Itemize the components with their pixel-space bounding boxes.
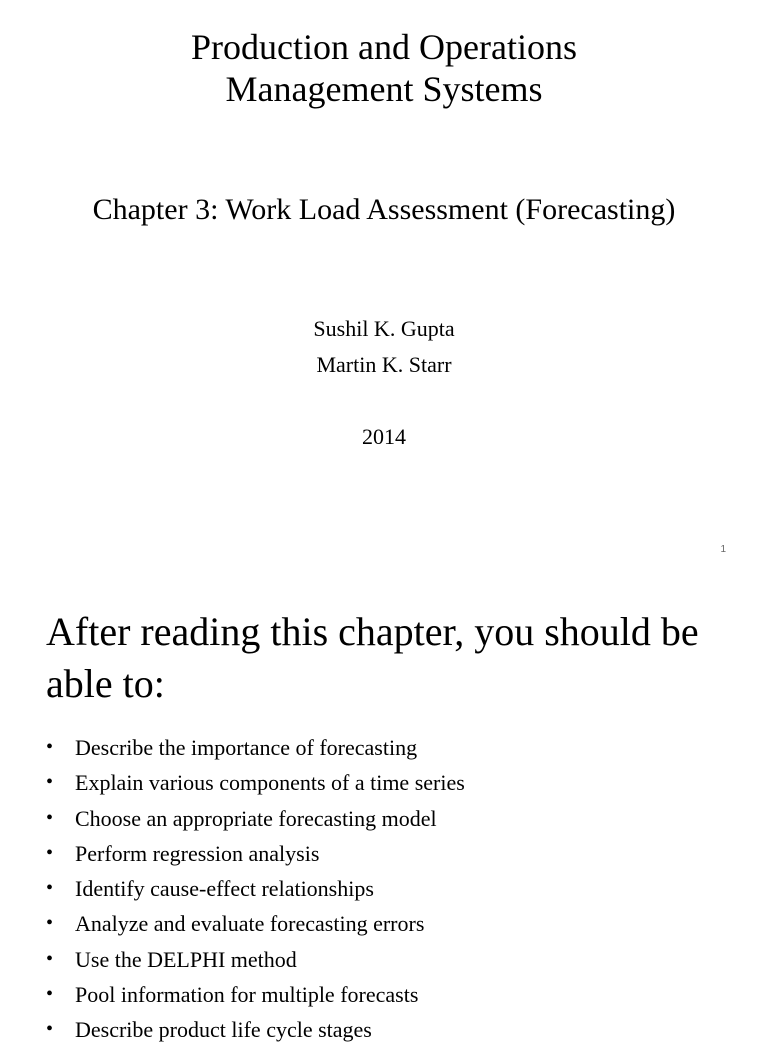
list-item-text: Choose an appropriate forecasting model — [75, 805, 437, 831]
objectives-heading: After reading this chapter, you should be able to: — [46, 609, 699, 706]
list-item-text: Identify cause-effect relationships — [75, 876, 374, 902]
list-item — [46, 977, 746, 1012]
page-number: 1 — [720, 544, 726, 555]
list-item-text: Analyze and evaluate forecasting errors — [75, 911, 425, 937]
objectives-slide — [0, 570, 768, 1043]
document-title — [0, 26, 768, 110]
author-list — [0, 311, 768, 383]
chapter-title: Chapter 3: Work Load Assessment (Forecasting) — [92, 193, 676, 226]
list-item — [46, 871, 746, 906]
title-line-2: Management Systems — [225, 69, 543, 109]
list-item-text: Describe the importance of forecasting — [75, 735, 418, 760]
bullet-icon: • — [46, 771, 54, 794]
list-item — [46, 942, 746, 977]
bullet-icon: • — [46, 877, 54, 900]
list-item — [46, 730, 746, 765]
bullet-icon: • — [46, 736, 54, 758]
author-name: Martin K. Starr — [316, 352, 452, 377]
objectives-list — [46, 730, 746, 1048]
list-item — [46, 765, 746, 800]
list-item — [46, 801, 746, 836]
bullet-icon: • — [46, 1018, 54, 1041]
list-item — [46, 906, 746, 941]
title-line-1: Production and Operations — [191, 27, 577, 67]
list-item-text: Pool information for multiple forecasts — [75, 982, 419, 1008]
list-item-text: Describe product life cycle stages — [75, 1017, 372, 1043]
bullet-icon: • — [46, 806, 54, 829]
bullet-icon: • — [46, 912, 54, 935]
publication-year: 2014 — [362, 424, 406, 449]
list-item-text: Use the DELPHI method — [75, 946, 297, 972]
list-item-text: Explain various components of a time series — [75, 770, 465, 796]
author-name: Sushil K. Gupta — [313, 316, 455, 341]
bullet-icon: • — [46, 841, 54, 864]
bullet-icon: • — [46, 947, 54, 970]
bullet-icon: • — [46, 983, 54, 1006]
list-item — [46, 1012, 746, 1047]
list-item-text: Perform regression analysis — [75, 840, 320, 866]
list-item — [46, 836, 746, 871]
